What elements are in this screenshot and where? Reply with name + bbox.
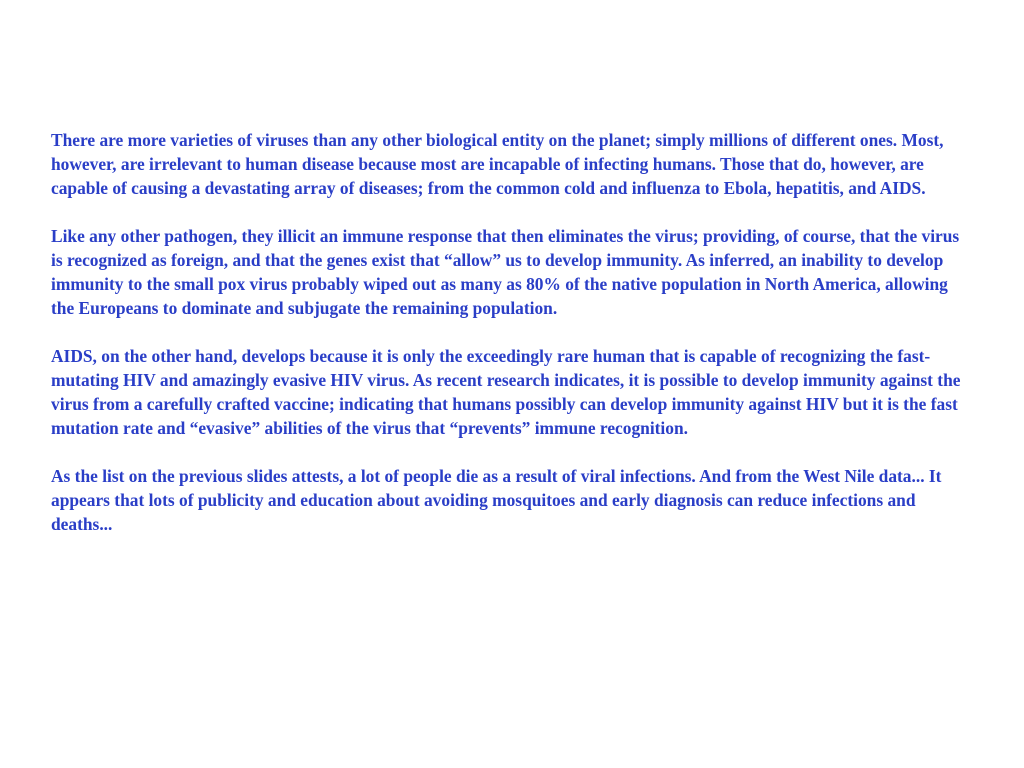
paragraph-virus-varieties: There are more varieties of viruses than any other biological entity on the planet; simply millions of different ones. Most, however, are irrelevant to human disease because most are incapable of infecting humans. Those that do, however, are capable of causing a devastating array of diseases; from the common cold and influenza to Ebola, hepatitis, and AIDS. [51,130,944,198]
paragraph-immune-response: Like any other pathogen, they illicit an immune response that then eliminates the virus; providing, of course, that the virus is recognized as foreign, and that the genes exist that “allow” us to develop immunity. As inferred, an inability to develop immunity to the small pox virus probably wiped out as many as 80% of the native population in North America, allowing the Europeans to dominate and subjugate the remaining population. [51,226,960,318]
paragraph-aids-hiv: AIDS, on the other hand, develops because it is only the exceedingly rare human that is capable of recognizing the fast-mutating HIV and amazingly evasive HIV virus. As recent research indicates, it is possible to develop immunity against the virus from a carefully crafted vaccine; indicating that humans possibly can develop immunity against HIV but it is the fast mutation rate and “evasive” abilities of the virus that “prevents” immune recognition. [51,346,961,438]
slide-text-body [51,128,966,560]
paragraph-viral-deaths: As the list on the previous slides attests, a lot of people die as a result of viral infections. And from the West Nile data... It appears that lots of publicity and education about avoiding mosquitoes and early diagnosis can reduce infections and deaths... [51,466,942,534]
